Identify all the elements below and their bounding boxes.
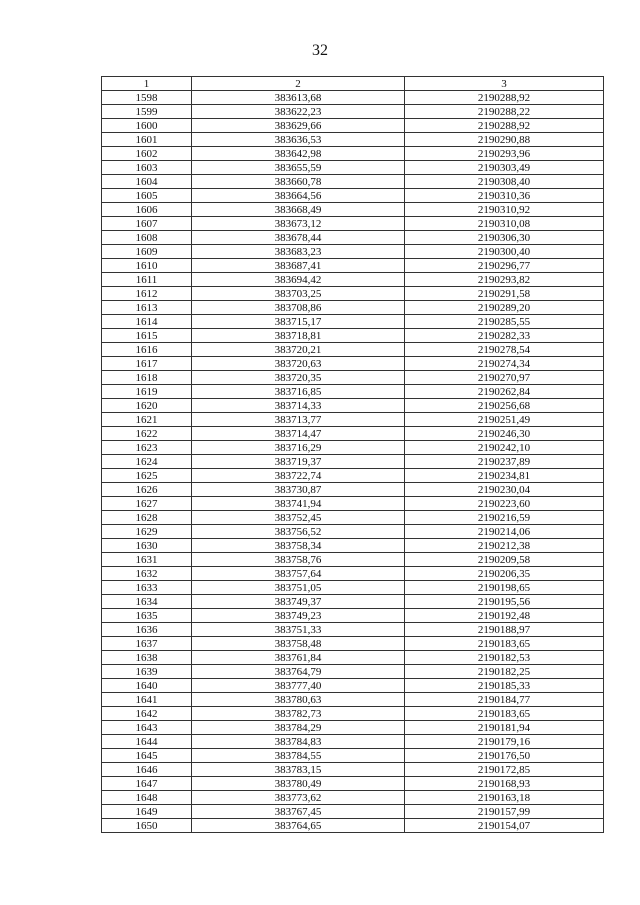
x-coordinate-cell: 383622,23 — [192, 105, 405, 119]
y-coordinate-cell: 2190184,77 — [405, 693, 604, 707]
x-coordinate-cell: 383687,41 — [192, 259, 405, 273]
table-row — [102, 455, 604, 469]
x-coordinate-cell: 383761,84 — [192, 651, 405, 665]
table-row — [102, 427, 604, 441]
y-coordinate-cell: 2190274,34 — [405, 357, 604, 371]
point-number-cell: 1608 — [102, 231, 192, 245]
point-number-cell: 1607 — [102, 217, 192, 231]
point-number-cell: 1610 — [102, 259, 192, 273]
table-row — [102, 469, 604, 483]
point-number-cell: 1600 — [102, 119, 192, 133]
point-number-cell: 1641 — [102, 693, 192, 707]
point-number-cell: 1619 — [102, 385, 192, 399]
point-number-cell: 1616 — [102, 343, 192, 357]
y-coordinate-cell: 2190230,04 — [405, 483, 604, 497]
table-row — [102, 609, 604, 623]
y-coordinate-cell: 2190163,18 — [405, 791, 604, 805]
table-row — [102, 357, 604, 371]
x-coordinate-cell: 383784,29 — [192, 721, 405, 735]
point-number-cell: 1632 — [102, 567, 192, 581]
x-coordinate-cell: 383784,83 — [192, 735, 405, 749]
point-number-cell: 1648 — [102, 791, 192, 805]
table-row — [102, 329, 604, 343]
x-coordinate-cell: 383782,73 — [192, 707, 405, 721]
y-coordinate-cell: 2190282,33 — [405, 329, 604, 343]
table-row — [102, 651, 604, 665]
point-number-cell: 1604 — [102, 175, 192, 189]
table-row — [102, 413, 604, 427]
table-row — [102, 175, 604, 189]
x-coordinate-cell: 383720,63 — [192, 357, 405, 371]
table-row — [102, 665, 604, 679]
table-row — [102, 763, 604, 777]
table-row — [102, 539, 604, 553]
x-coordinate-cell: 383730,87 — [192, 483, 405, 497]
point-number-cell: 1634 — [102, 595, 192, 609]
x-coordinate-cell: 383678,44 — [192, 231, 405, 245]
x-coordinate-cell: 383751,05 — [192, 581, 405, 595]
table-header-row — [102, 77, 604, 91]
point-number-cell: 1621 — [102, 413, 192, 427]
table-row — [102, 791, 604, 805]
point-number-cell: 1630 — [102, 539, 192, 553]
y-coordinate-cell: 2190179,16 — [405, 735, 604, 749]
point-number-cell: 1638 — [102, 651, 192, 665]
x-coordinate-cell: 383720,21 — [192, 343, 405, 357]
point-number-cell: 1642 — [102, 707, 192, 721]
y-coordinate-cell: 2190234,81 — [405, 469, 604, 483]
x-coordinate-cell: 383720,35 — [192, 371, 405, 385]
table-row — [102, 581, 604, 595]
point-number-cell: 1625 — [102, 469, 192, 483]
x-coordinate-cell: 383767,45 — [192, 805, 405, 819]
y-coordinate-cell: 2190209,58 — [405, 553, 604, 567]
table-row — [102, 119, 604, 133]
y-coordinate-cell: 2190288,92 — [405, 91, 604, 105]
x-coordinate-cell: 383756,52 — [192, 525, 405, 539]
y-coordinate-cell: 2190308,40 — [405, 175, 604, 189]
point-number-cell: 1636 — [102, 623, 192, 637]
y-coordinate-cell: 2190216,59 — [405, 511, 604, 525]
y-coordinate-cell: 2190182,25 — [405, 665, 604, 679]
point-number-cell: 1627 — [102, 497, 192, 511]
y-coordinate-cell: 2190306,30 — [405, 231, 604, 245]
table-row — [102, 735, 604, 749]
y-coordinate-cell: 2190278,54 — [405, 343, 604, 357]
x-coordinate-cell: 383758,34 — [192, 539, 405, 553]
point-number-cell: 1603 — [102, 161, 192, 175]
y-coordinate-cell: 2190251,49 — [405, 413, 604, 427]
table-row — [102, 637, 604, 651]
point-number-cell: 1647 — [102, 777, 192, 791]
table-row — [102, 525, 604, 539]
y-coordinate-cell: 2190310,36 — [405, 189, 604, 203]
y-coordinate-cell: 2190242,10 — [405, 441, 604, 455]
x-coordinate-cell: 383758,48 — [192, 637, 405, 651]
x-coordinate-cell: 383629,66 — [192, 119, 405, 133]
y-coordinate-cell: 2190293,96 — [405, 147, 604, 161]
point-number-cell: 1618 — [102, 371, 192, 385]
point-number-cell: 1650 — [102, 819, 192, 833]
y-coordinate-cell: 2190285,55 — [405, 315, 604, 329]
point-number-cell: 1615 — [102, 329, 192, 343]
y-coordinate-cell: 2190188,97 — [405, 623, 604, 637]
table-row — [102, 273, 604, 287]
table-row — [102, 231, 604, 245]
y-coordinate-cell: 2190212,38 — [405, 539, 604, 553]
point-number-cell: 1620 — [102, 399, 192, 413]
table-row — [102, 371, 604, 385]
x-coordinate-cell: 383749,23 — [192, 609, 405, 623]
x-coordinate-cell: 383655,59 — [192, 161, 405, 175]
y-coordinate-cell: 2190296,77 — [405, 259, 604, 273]
table-row — [102, 399, 604, 413]
x-coordinate-cell: 383668,49 — [192, 203, 405, 217]
x-coordinate-cell: 383683,23 — [192, 245, 405, 259]
y-coordinate-cell: 2190185,33 — [405, 679, 604, 693]
point-number-cell: 1612 — [102, 287, 192, 301]
y-coordinate-cell: 2190181,94 — [405, 721, 604, 735]
point-number-cell: 1637 — [102, 637, 192, 651]
y-coordinate-cell: 2190310,08 — [405, 217, 604, 231]
x-coordinate-cell: 383764,79 — [192, 665, 405, 679]
x-coordinate-cell: 383714,47 — [192, 427, 405, 441]
x-coordinate-cell: 383780,49 — [192, 777, 405, 791]
y-coordinate-cell: 2190289,20 — [405, 301, 604, 315]
page-number: 32 — [312, 42, 328, 59]
table-row — [102, 343, 604, 357]
y-coordinate-cell: 2190262,84 — [405, 385, 604, 399]
column-header-2: 2 — [192, 77, 405, 91]
y-coordinate-cell: 2190291,58 — [405, 287, 604, 301]
x-coordinate-cell: 383713,77 — [192, 413, 405, 427]
table-row — [102, 203, 604, 217]
table-row — [102, 259, 604, 273]
point-number-cell: 1598 — [102, 91, 192, 105]
point-number-cell: 1611 — [102, 273, 192, 287]
x-coordinate-cell: 383764,65 — [192, 819, 405, 833]
point-number-cell: 1623 — [102, 441, 192, 455]
y-coordinate-cell: 2190168,93 — [405, 777, 604, 791]
point-number-cell: 1617 — [102, 357, 192, 371]
y-coordinate-cell: 2190214,06 — [405, 525, 604, 539]
point-number-cell: 1646 — [102, 763, 192, 777]
x-coordinate-cell: 383751,33 — [192, 623, 405, 637]
table-body — [102, 91, 604, 833]
y-coordinate-cell: 2190288,22 — [405, 105, 604, 119]
table-row — [102, 553, 604, 567]
x-coordinate-cell: 383716,29 — [192, 441, 405, 455]
table-row — [102, 595, 604, 609]
x-coordinate-cell: 383660,78 — [192, 175, 405, 189]
table-row — [102, 749, 604, 763]
table-row — [102, 721, 604, 735]
point-number-cell: 1614 — [102, 315, 192, 329]
y-coordinate-cell: 2190303,49 — [405, 161, 604, 175]
point-number-cell: 1649 — [102, 805, 192, 819]
x-coordinate-cell: 383636,53 — [192, 133, 405, 147]
y-coordinate-cell: 2190195,56 — [405, 595, 604, 609]
x-coordinate-cell: 383780,63 — [192, 693, 405, 707]
table-row — [102, 497, 604, 511]
table-row — [102, 133, 604, 147]
point-number-cell: 1640 — [102, 679, 192, 693]
y-coordinate-cell: 2190198,65 — [405, 581, 604, 595]
y-coordinate-cell: 2190206,35 — [405, 567, 604, 581]
y-coordinate-cell: 2190183,65 — [405, 637, 604, 651]
y-coordinate-cell: 2190270,97 — [405, 371, 604, 385]
table-row — [102, 217, 604, 231]
table-row — [102, 623, 604, 637]
table-row — [102, 245, 604, 259]
table-row — [102, 693, 604, 707]
point-number-cell: 1635 — [102, 609, 192, 623]
x-coordinate-cell: 383719,37 — [192, 455, 405, 469]
point-number-cell: 1622 — [102, 427, 192, 441]
x-coordinate-cell: 383773,62 — [192, 791, 405, 805]
point-number-cell: 1643 — [102, 721, 192, 735]
column-header-1: 1 — [102, 77, 192, 91]
table-row — [102, 147, 604, 161]
table-row — [102, 777, 604, 791]
table-row — [102, 707, 604, 721]
x-coordinate-cell: 383715,17 — [192, 315, 405, 329]
point-number-cell: 1628 — [102, 511, 192, 525]
point-number-cell: 1631 — [102, 553, 192, 567]
y-coordinate-cell: 2190183,65 — [405, 707, 604, 721]
point-number-cell: 1605 — [102, 189, 192, 203]
table-row — [102, 511, 604, 525]
y-coordinate-cell: 2190182,53 — [405, 651, 604, 665]
y-coordinate-cell: 2190256,68 — [405, 399, 604, 413]
x-coordinate-cell: 383613,68 — [192, 91, 405, 105]
x-coordinate-cell: 383714,33 — [192, 399, 405, 413]
y-coordinate-cell: 2190223,60 — [405, 497, 604, 511]
y-coordinate-cell: 2190172,85 — [405, 763, 604, 777]
point-number-cell: 1599 — [102, 105, 192, 119]
point-number-cell: 1626 — [102, 483, 192, 497]
x-coordinate-cell: 383694,42 — [192, 273, 405, 287]
table-row — [102, 679, 604, 693]
column-header-3: 3 — [405, 77, 604, 91]
point-number-cell: 1601 — [102, 133, 192, 147]
y-coordinate-cell: 2190154,07 — [405, 819, 604, 833]
point-number-cell: 1602 — [102, 147, 192, 161]
x-coordinate-cell: 383703,25 — [192, 287, 405, 301]
x-coordinate-cell: 383757,64 — [192, 567, 405, 581]
table-row — [102, 91, 604, 105]
x-coordinate-cell: 383673,12 — [192, 217, 405, 231]
point-number-cell: 1613 — [102, 301, 192, 315]
x-coordinate-cell: 383722,74 — [192, 469, 405, 483]
y-coordinate-cell: 2190310,92 — [405, 203, 604, 217]
y-coordinate-cell: 2190290,88 — [405, 133, 604, 147]
table-row — [102, 441, 604, 455]
point-number-cell: 1639 — [102, 665, 192, 679]
table-row — [102, 189, 604, 203]
y-coordinate-cell: 2190237,89 — [405, 455, 604, 469]
table-row — [102, 805, 604, 819]
point-number-cell: 1644 — [102, 735, 192, 749]
y-coordinate-cell: 2190293,82 — [405, 273, 604, 287]
table-row — [102, 287, 604, 301]
point-number-cell: 1624 — [102, 455, 192, 469]
x-coordinate-cell: 383758,76 — [192, 553, 405, 567]
table-row — [102, 567, 604, 581]
point-number-cell: 1629 — [102, 525, 192, 539]
y-coordinate-cell: 2190176,50 — [405, 749, 604, 763]
point-number-cell: 1645 — [102, 749, 192, 763]
table-row — [102, 105, 604, 119]
x-coordinate-cell: 383708,86 — [192, 301, 405, 315]
x-coordinate-cell: 383741,94 — [192, 497, 405, 511]
x-coordinate-cell: 383752,45 — [192, 511, 405, 525]
x-coordinate-cell: 383784,55 — [192, 749, 405, 763]
y-coordinate-cell: 2190157,99 — [405, 805, 604, 819]
y-coordinate-cell: 2190288,92 — [405, 119, 604, 133]
x-coordinate-cell: 383664,56 — [192, 189, 405, 203]
table-row — [102, 483, 604, 497]
x-coordinate-cell: 383716,85 — [192, 385, 405, 399]
x-coordinate-cell: 383718,81 — [192, 329, 405, 343]
coordinates-table — [101, 76, 604, 833]
point-number-cell: 1609 — [102, 245, 192, 259]
y-coordinate-cell: 2190246,30 — [405, 427, 604, 441]
x-coordinate-cell: 383783,15 — [192, 763, 405, 777]
y-coordinate-cell: 2190192,48 — [405, 609, 604, 623]
point-number-cell: 1606 — [102, 203, 192, 217]
point-number-cell: 1633 — [102, 581, 192, 595]
x-coordinate-cell: 383749,37 — [192, 595, 405, 609]
x-coordinate-cell: 383642,98 — [192, 147, 405, 161]
table-row — [102, 315, 604, 329]
x-coordinate-cell: 383777,40 — [192, 679, 405, 693]
table-row — [102, 385, 604, 399]
table-row — [102, 161, 604, 175]
y-coordinate-cell: 2190300,40 — [405, 245, 604, 259]
table-row — [102, 301, 604, 315]
table-row — [102, 819, 604, 833]
